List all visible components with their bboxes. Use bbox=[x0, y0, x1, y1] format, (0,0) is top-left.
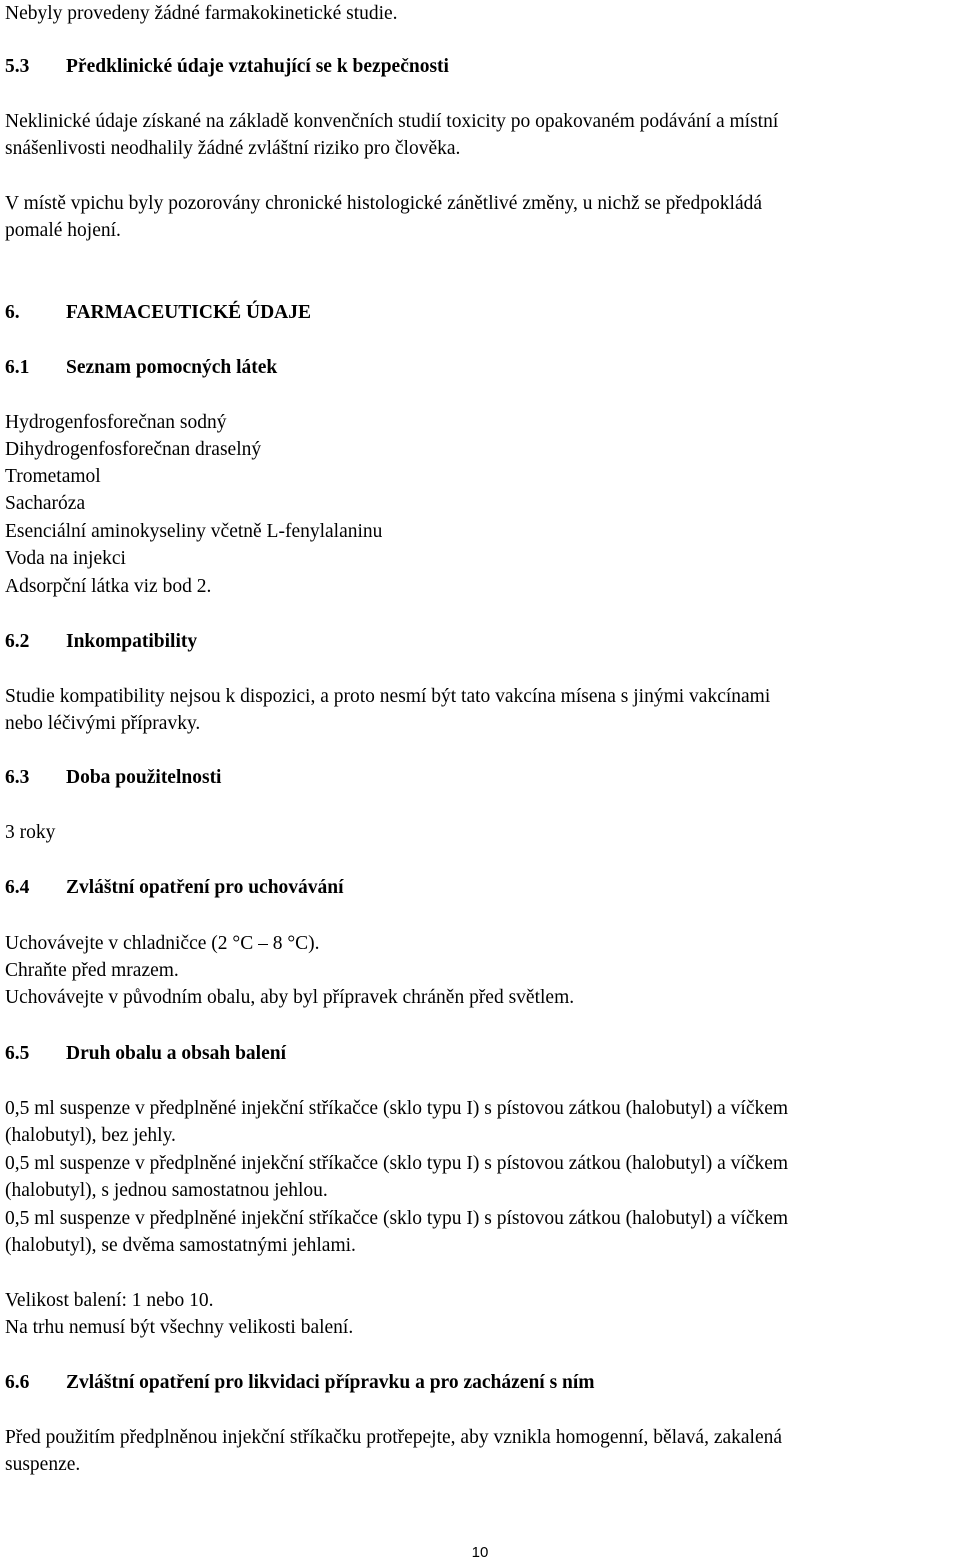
paragraph-line: pomalé hojení. bbox=[5, 220, 121, 241]
section-number: 6.3 bbox=[5, 767, 30, 788]
paragraph-line: Studie kompatibility nejsou k dispozici, a proto nesmí být tato vakcína mísena s jinými vakcínami bbox=[5, 686, 771, 707]
section-6-6-heading bbox=[5, 1369, 595, 1397]
paragraph-line: suspenze. bbox=[5, 1454, 81, 1475]
section-title: FARMACEUTICKÉ ÚDAJE bbox=[66, 302, 312, 323]
storage-line: Chraňte před mrazem. bbox=[5, 960, 179, 981]
storage-line: Uchovávejte v chladničce (2 °C – 8 °C). bbox=[5, 933, 320, 954]
container-line: (halobutyl), bez jehly. bbox=[5, 1125, 176, 1146]
pack-size-line: Na trhu nemusí být všechny velikosti balení. bbox=[5, 1317, 354, 1338]
intro-line: Nebyly provedeny žádné farmakokinetické studie. bbox=[5, 3, 398, 24]
pack-size-line: Velikost balení: 1 nebo 10. bbox=[5, 1290, 214, 1311]
paragraph-line: V místě vpichu byly pozorovány chronické histologické zánětlivé změny, u nichž se předpokládá bbox=[5, 193, 763, 214]
section-title: Inkompatibility bbox=[66, 631, 198, 652]
container-line: 0,5 ml suspenze v předplněné injekční stříkačce (sklo typu I) s pístovou zátkou (halobutyl) a víčkem bbox=[5, 1153, 789, 1174]
section-title: Seznam pomocných látek bbox=[66, 357, 278, 378]
paragraph-line: Neklinické údaje získané na základě konvenčních studií toxicity po opakovaném podávání a místní bbox=[5, 111, 779, 132]
section-6-5-heading bbox=[5, 1040, 286, 1068]
excipient-item: Adsorpční látka viz bod 2. bbox=[5, 576, 212, 597]
excipient-item: Sacharóza bbox=[5, 493, 86, 514]
container-line: (halobutyl), se dvěma samostatnými jehlami. bbox=[5, 1235, 356, 1256]
section-title: Doba použitelnosti bbox=[66, 767, 222, 788]
container-line: (halobutyl), s jednou samostatnou jehlou. bbox=[5, 1180, 328, 1201]
excipient-item: Hydrogenfosforečnan sodný bbox=[5, 412, 227, 433]
paragraph-line: Před použitím předplněnou injekční stříkačku protřepejte, aby vznikla homogenní, bělavá, zakalená bbox=[5, 1427, 783, 1448]
section-number: 6.4 bbox=[5, 877, 30, 898]
section-5-3-heading bbox=[5, 53, 449, 81]
section-6-2-heading bbox=[5, 628, 197, 656]
section-number: 6.1 bbox=[5, 357, 30, 378]
section-6-3-heading bbox=[5, 764, 221, 792]
excipient-item: Voda na injekci bbox=[5, 548, 126, 569]
section-6-heading bbox=[5, 299, 311, 327]
paragraph-line: nebo léčivými přípravky. bbox=[5, 713, 201, 734]
excipient-item: Esenciální aminokyseliny včetně L-fenylalaninu bbox=[5, 521, 383, 542]
section-number: 6.2 bbox=[5, 631, 30, 652]
container-line: 0,5 ml suspenze v předplněné injekční stříkačce (sklo typu I) s pístovou zátkou (halobutyl) a víčkem bbox=[5, 1208, 789, 1229]
section-6-1-heading bbox=[5, 354, 277, 382]
section-title: Zvláštní opatření pro likvidaci přípravku a pro zacházení s ním bbox=[66, 1372, 595, 1393]
container-line: 0,5 ml suspenze v předplněné injekční stříkačce (sklo typu I) s pístovou zátkou (halobutyl) a víčkem bbox=[5, 1098, 789, 1119]
section-number: 5.3 bbox=[5, 56, 30, 77]
excipient-item: Trometamol bbox=[5, 466, 101, 487]
section-6-4-heading bbox=[5, 874, 344, 902]
shelf-life-text: 3 roky bbox=[5, 822, 56, 843]
page-number: 10 bbox=[471, 1544, 489, 1561]
section-title: Druh obalu a obsah balení bbox=[66, 1043, 286, 1064]
section-number: 6.5 bbox=[5, 1043, 30, 1064]
section-number: 6.6 bbox=[5, 1372, 30, 1393]
section-title: Předklinické údaje vztahující se k bezpečnosti bbox=[66, 56, 449, 77]
excipient-item: Dihydrogenfosforečnan draselný bbox=[5, 439, 262, 460]
section-number: 6. bbox=[5, 302, 20, 323]
section-title: Zvláštní opatření pro uchovávání bbox=[66, 877, 344, 898]
storage-line: Uchovávejte v původním obalu, aby byl přípravek chráněn před světlem. bbox=[5, 987, 575, 1008]
paragraph-line: snášenlivosti neodhalily žádné zvláštní riziko pro člověka. bbox=[5, 138, 461, 159]
